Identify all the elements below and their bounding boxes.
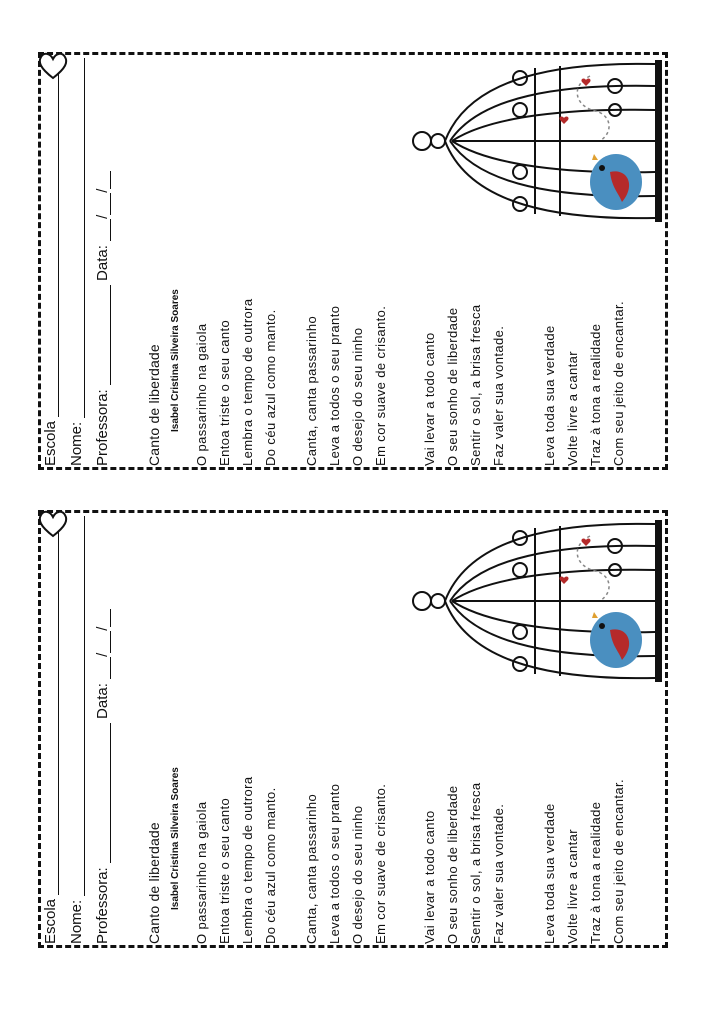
teacher-field (94, 171, 111, 466)
poem-title: Canto de liberdade (146, 822, 162, 944)
date-separator: / (94, 626, 111, 631)
verse-line: Volte livre a cantar (565, 351, 580, 466)
poem-author: Isabel Cristina Silveira Soares (170, 289, 181, 432)
school-label: Escola (42, 420, 59, 466)
verse-line: Leva a todos o seu pranto (327, 783, 342, 944)
verse-line: Do céu azul como manto. (263, 787, 278, 944)
verse-line: O desejo do seu ninho (350, 327, 365, 466)
verse-line: Leva toda sua verdade (542, 803, 557, 944)
verse-line: Entoa triste o seu canto (217, 319, 232, 466)
school-line[interactable] (58, 520, 59, 895)
verse-line: O passarinho na gaiola (194, 323, 209, 466)
verse-line: Com seu jeito de encantar. (611, 300, 626, 466)
verse-line: Sentir o sol, a brisa fresca (468, 782, 483, 944)
verse-line: Lembra o tempo de outrora (240, 776, 255, 944)
verse-line: Com seu jeito de encantar. (611, 778, 626, 944)
heart-icon (36, 50, 70, 82)
verse-line: Em cor suave de crisanto. (373, 305, 388, 466)
name-label: Nome: (68, 899, 85, 944)
verse-line: Faz valer sua vontade. (491, 325, 506, 466)
school-field (42, 62, 59, 466)
teacher-label: Professora: (94, 867, 111, 944)
date-separator: / (94, 652, 111, 657)
verse-line: Canta, canta passarinho (304, 315, 319, 466)
poem-author: Isabel Cristina Silveira Soares (170, 767, 181, 910)
date-separator: / (94, 214, 111, 219)
verse-line: Sentir o sol, a brisa fresca (468, 304, 483, 466)
verse-line: Lembra o tempo de outrora (240, 298, 255, 466)
verse-line: Vai levar a todo canto (422, 332, 437, 466)
verse-line: Canta, canta passarinho (304, 793, 319, 944)
verse-line: O seu sonho de liberdade (445, 307, 460, 466)
date-month-line[interactable] (110, 193, 111, 215)
name-field (68, 58, 85, 466)
school-field (42, 520, 59, 944)
name-line[interactable] (84, 516, 85, 896)
verse-line: Entoa triste o seu canto (217, 797, 232, 944)
poem-title: Canto de liberdade (146, 344, 162, 466)
heart-icon (36, 508, 70, 540)
date-month-line[interactable] (110, 631, 111, 653)
date-year-line[interactable] (110, 171, 111, 189)
date-year-line[interactable] (110, 609, 111, 627)
teacher-line[interactable] (110, 285, 111, 385)
verse-line: O seu sonho de liberdade (445, 785, 460, 944)
name-line[interactable] (84, 58, 85, 418)
verse-line: Faz valer sua vontade. (491, 803, 506, 944)
verse-line: Em cor suave de crisanto. (373, 783, 388, 944)
date-day-line[interactable] (110, 219, 111, 241)
verse-line: Vai levar a todo canto (422, 810, 437, 944)
school-label: Escola (42, 898, 59, 944)
teacher-label: Professora: (94, 389, 111, 466)
bluebird-icon (588, 148, 644, 212)
verse-line: O desejo do seu ninho (350, 805, 365, 944)
teacher-field (94, 609, 111, 944)
verse-line: O passarinho na gaiola (194, 801, 209, 944)
bluebird-icon (588, 606, 644, 670)
name-field (68, 516, 85, 944)
verse-line: Traz à tona a realidade (588, 801, 603, 944)
verse-line: Leva a todos o seu pranto (327, 305, 342, 466)
verse-line: Leva toda sua verdade (542, 325, 557, 466)
date-day-line[interactable] (110, 657, 111, 679)
verse-line: Volte livre a cantar (565, 829, 580, 944)
name-label: Nome: (68, 421, 85, 466)
verse-line: Do céu azul como manto. (263, 309, 278, 466)
verse-line: Traz à tona a realidade (588, 323, 603, 466)
date-separator: / (94, 188, 111, 193)
date-label: Data: (94, 245, 111, 281)
date-label: Data: (94, 683, 111, 719)
teacher-line[interactable] (110, 723, 111, 863)
school-line[interactable] (58, 62, 59, 417)
